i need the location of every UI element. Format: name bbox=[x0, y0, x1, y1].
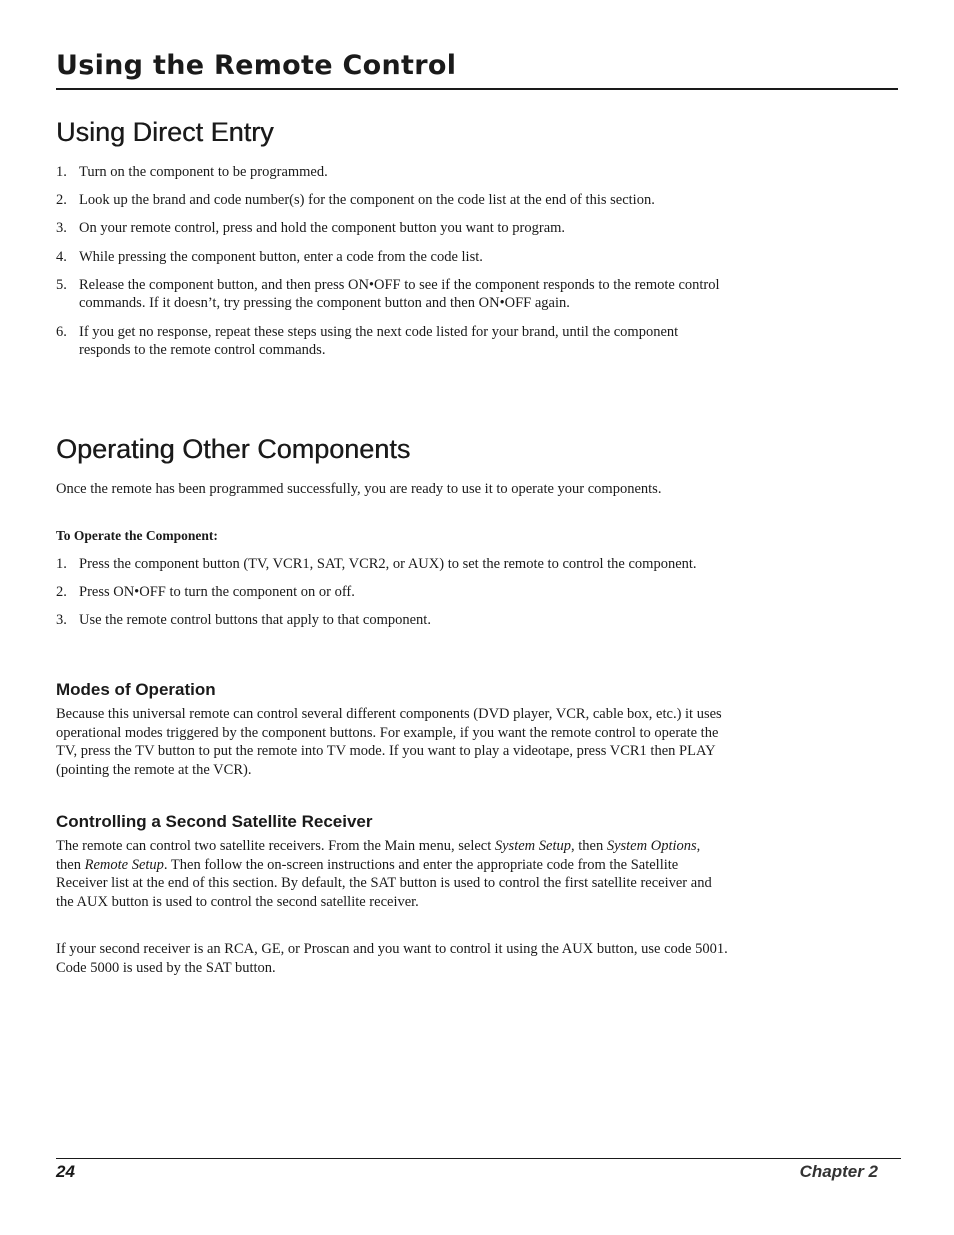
step-number: 4. bbox=[56, 248, 67, 265]
step-number: 1. bbox=[56, 556, 67, 572]
list-item bbox=[56, 163, 728, 182]
step-number: 5. bbox=[56, 276, 67, 293]
page-number: 24 bbox=[56, 1162, 75, 1181]
modes-paragraph: Because this universal remote can control several different components (DVD player, VCR, cable box, etc.) it uses operational modes triggered by the component buttons. For example, if you want the remote control to operate the TV, press the TV button to put the remote into TV mode. If you want to play a videotape, press VCR1 then PLAY (pointing the remote at the VCR). bbox=[56, 706, 722, 778]
step-text: Press ON•OFF to turn the component on or off. bbox=[79, 584, 355, 601]
other-components-intro: Once the remote has been programmed successfully, you are ready to use it to operate your components. bbox=[56, 481, 662, 497]
menu-path-system-options: System Options bbox=[606, 838, 697, 854]
step-number: 2. bbox=[56, 584, 67, 601]
step-text: Turn on the component to be programmed. bbox=[79, 164, 328, 180]
list-item bbox=[56, 583, 728, 602]
subheading-modes-of-operation: Modes of Operation bbox=[56, 680, 216, 699]
subheading-second-satellite: Controlling a Second Satellite Receiver bbox=[56, 812, 373, 831]
direct-entry-steps bbox=[56, 163, 728, 369]
menu-path-system-setup: System Setup bbox=[494, 838, 571, 854]
list-item bbox=[56, 555, 728, 574]
footer-rule bbox=[56, 1158, 901, 1159]
list-item bbox=[56, 219, 728, 238]
step-text: Press the component button (TV, VCR1, SAT, VCR2, or AUX) to set the remote to control the component. bbox=[79, 556, 697, 572]
chapter-label: Chapter 2 bbox=[799, 1162, 878, 1181]
step-text: If you get no response, repeat these steps using the next code listed for your brand, until the component responds to the remote control commands. bbox=[79, 323, 679, 359]
section-heading-other-components: Operating Other Components bbox=[56, 434, 411, 464]
list-item bbox=[56, 323, 728, 360]
step-text: On your remote control, press and hold the component button you want to program. bbox=[79, 220, 566, 237]
list-item bbox=[56, 611, 728, 630]
list-item bbox=[56, 248, 728, 267]
second-satellite-paragraph-1: The remote can control two satellite receivers. From the Main menu, select System Setup, then System Options, then Remote Setup. Then follow the on-screen instructions and enter the appropriate code from the Satellite Receiver list at the end of this section. By default, the SAT button is used to control the first satellite receiver and the AUX button is used to control the second satellite receiver. bbox=[56, 838, 712, 910]
other-components-steps bbox=[56, 555, 728, 640]
steps-label: To Operate the Component: bbox=[56, 528, 218, 543]
list-item bbox=[56, 276, 728, 313]
step-text: Look up the brand and code number(s) for the component on the code list at the end of this section. bbox=[79, 192, 655, 209]
header-rule bbox=[56, 88, 898, 90]
list-item bbox=[56, 191, 728, 210]
page-header-title: Using the Remote Control bbox=[56, 50, 457, 81]
step-text: Use the remote control buttons that apply to that component. bbox=[79, 612, 431, 629]
step-number: 3. bbox=[56, 220, 67, 237]
step-text: While pressing the component button, enter a code from the code list. bbox=[79, 248, 483, 265]
step-number: 1. bbox=[56, 164, 67, 180]
step-text: Release the component button, and then press ON•OFF to see if the component responds to the remote control commands. If it doesn’t, try pressing the component button and then ON•OFF again. bbox=[79, 276, 720, 312]
step-number: 6. bbox=[56, 323, 67, 340]
section-heading-direct-entry: Using Direct Entry bbox=[56, 117, 274, 147]
step-number: 3. bbox=[56, 612, 67, 629]
step-number: 2. bbox=[56, 192, 67, 209]
second-satellite-paragraph-2: If your second receiver is an RCA, GE, or Proscan and you want to control it using the AUX button, use code 5001. Code 5000 is used by the SAT button. bbox=[56, 941, 728, 976]
menu-path-remote-setup: Remote Setup bbox=[84, 856, 164, 873]
